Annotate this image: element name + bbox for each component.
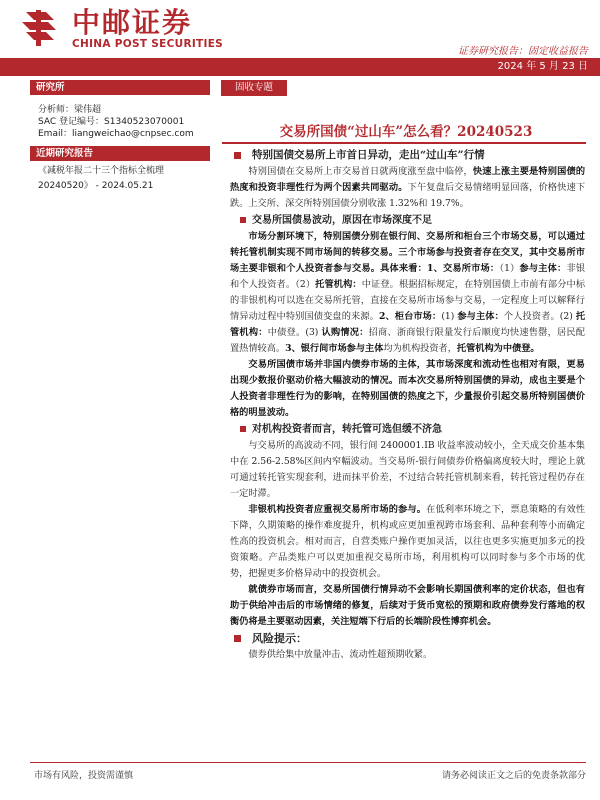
footer-disclaimer-left: 市场有风险，投资需谨慎 [34,771,134,781]
risk-heading: 风险提示： [230,630,585,647]
sac-number: SAC 登记编号：S1340523070001 [38,117,185,127]
paragraph-6: 就债券市场而言，交易所国债行情异动不会影响长期国债利率的定价状态，但也有助于供给冲击后的市场情绪的修复，后续对于货币宽松的预期和政府债券发行落地的权衡仍将是主要驱动因素，关注短端下行后的长端阶段性博弈机会。 [230,584,585,627]
section-heading-2: 交易所国债易波动，原因在市场深度不足 [230,212,585,229]
paragraph-2: 市场分割环境下，特别国债分别在银行间、交易所和柜台三个市场交易，可以通过转托管机制实现不同市场间的转移交易。三个市场参与投资者存在交叉，其中交易所市场主要非银和个人投资者参与交易。具体来看：1、交易所市场：（1）参与主体：非银和个人投资者。（2）托管机构：中证登。根据招标规定，在特别国债上市前有部分中标的非银机构可以选在交易所托管，直接在交易所市场参与交易，一定程度上可以解释行情异动过程中特别国债变盘的来源。2、柜台市场：(1) 参与主体：个人投资者。(2) 托管机构：中债登。(3) 认购情况：招商、浙商银行限量发行后顺度均快速售罄，居民配置热情较高。3、银行间市场参与主体均为机构投资者，托管机构为中债登。 [230,231,586,354]
section-heading-1: 特别国债交易所上市首日异动，走出“过山车”行情 [230,147,585,164]
risk-text: 债券供给集中放量冲击、流动性超预期收紧。 [248,649,433,660]
paragraph-1: 特别国债在交易所上市交易首日就两度涨至盘中临停，快速上涨主要是特别国债的热度和投资非理性行为两个因素共同驱动。下午复盘后交易情绪明显回落，价格快速下跌。上交所、深交所特别国债分别收涨 1.32%和 19.7%。 [230,166,586,209]
paragraph-3: 交易所国债市场并非国内债券市场的主体，其市场深度和流动性也相对有限，更易出现少数报价驱动价格大幅波动的情况。而本次交易所特别国债的异动，成也主要是个人投资者非理性行为的影响，在特别国债的热度之下，少量报价引起交易所特别国债价格的明显波动。 [230,359,585,418]
report-type: 证券研究报告：固定收益报告 [458,46,588,57]
footer-divider [30,762,586,763]
topic-tag: 固收专题 [221,80,287,96]
analyst-email[interactable]: Email：liangweichao@cnpsec.com [38,129,194,139]
report-date: 2024 年 5 月 23 日 [497,61,588,72]
china-post-logo-icon [18,8,62,48]
section-heading-3: 对机构投资者而言，转托管可选但缓不济急 [230,421,585,438]
recent-report-line2[interactable]: 20240520》 - 2024.05.21 [38,181,154,191]
analyst-name: 分析师：梁伟超 [38,105,102,115]
brand-name-cn: 中邮证券 [72,6,193,39]
document-title: 交易所国债“过山车”怎么看？20240523 [279,124,533,140]
bullet-square-icon [234,152,241,159]
bullet-square-icon [234,635,241,642]
main-content [230,147,585,663]
brand-name-en: CHINA POST SECURITIES [72,38,224,50]
footer-disclaimer-right: 请务必阅读正文之后的免责条款部分 [441,771,586,781]
paragraph-4: 与交易所的高波动不同，银行间 2400001.IB 收益率波动较小，全天成交价基本集中在 2.56-2.58%区间内窄幅波动。当交易所-银行间债券价格偏离度较大时，理论上就可通过转托管实现套利，进而抹平价差，不过结合转托管机制来看，转托管过程仍存在一定时滞。 [230,440,585,499]
bullet-square-icon [240,217,246,223]
research-section-title: 研究所 [36,82,65,93]
paragraph-5: 非银机构投资者应重视交易所市场的参与。在低利率环境之下，票息策略的有效性下降，久期策略的操作难度提升，机构或应更加重视跨市场套利、品种套利等小而确定性高的投资机会。相对而言，自营类账户操作更加灵活，以往也更多实施更加多元的投资策略。产品类账户可以更加重视交易所市场，利用机构可以同时参与多个市场的优势，把握更多价格异动中的投资机会。 [230,504,586,579]
title-separator [222,142,586,144]
bullet-square-icon [240,426,246,432]
recent-report-line1[interactable]: 《减税年报二十三个指标全梳理 [38,166,165,176]
recent-reports-title: 近期研究报告 [36,148,94,159]
